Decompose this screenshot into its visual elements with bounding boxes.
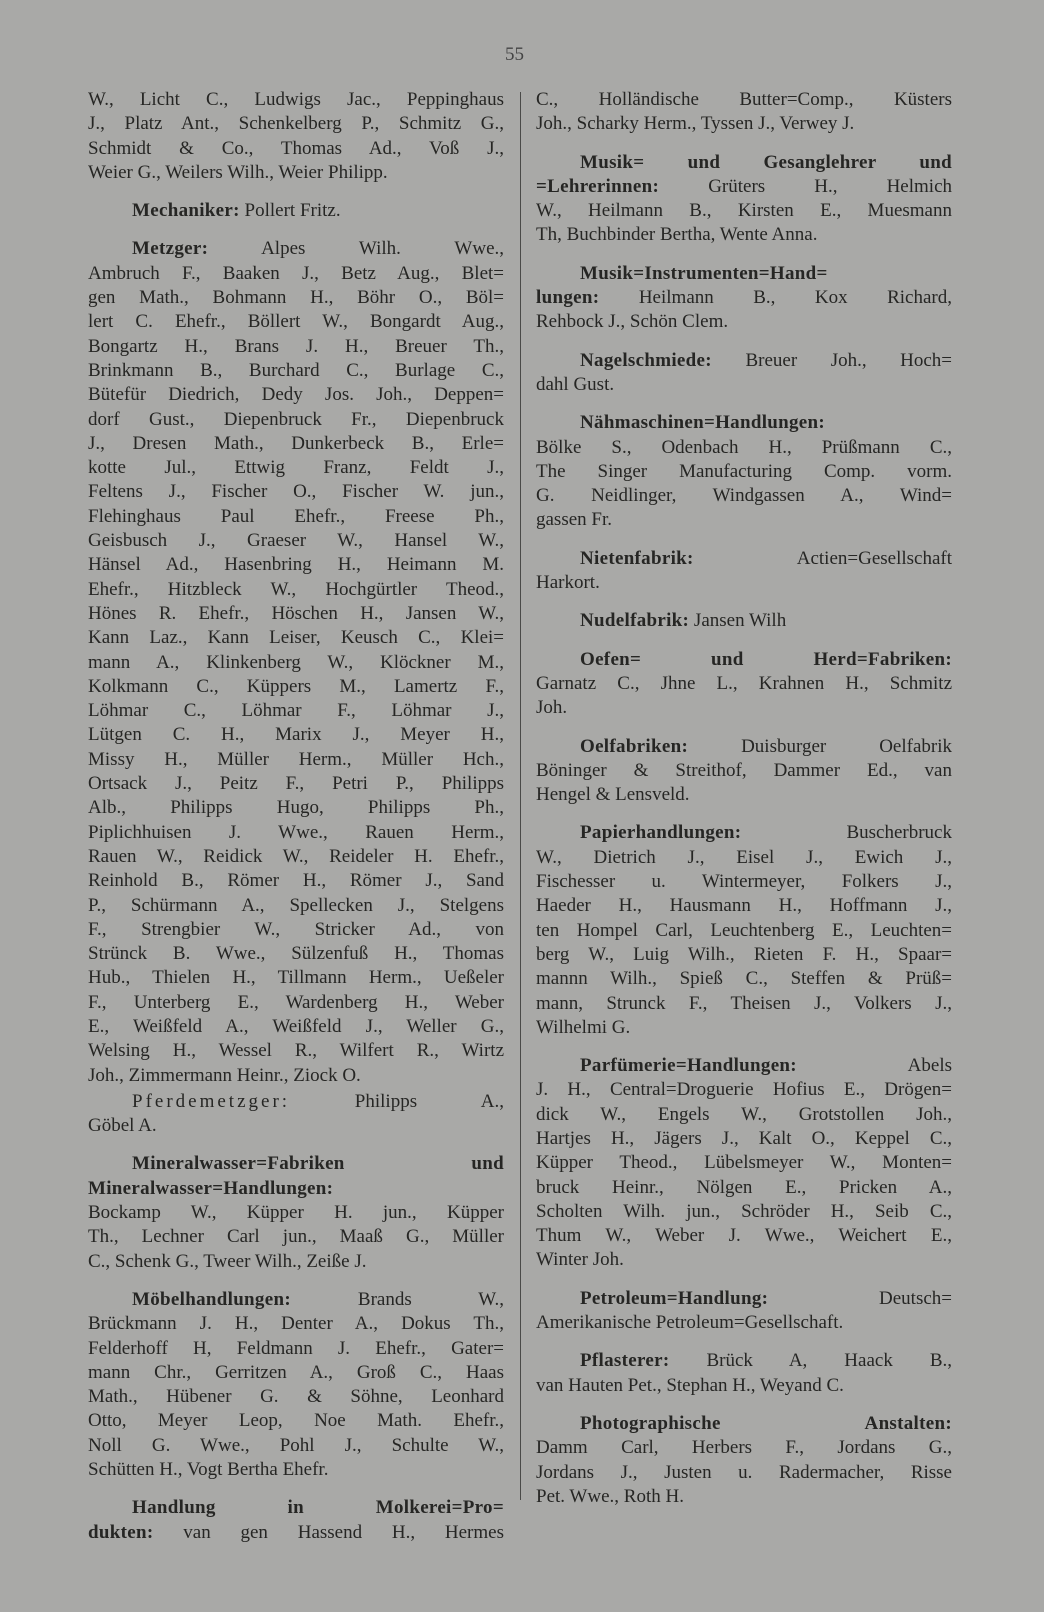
- text-line: [536, 310, 952, 334]
- section-entries: van Hauten Pet., Stephan H., Weyand C.: [536, 1374, 844, 1396]
- section-entries: van gen Hassend H., Hermes: [183, 1521, 504, 1543]
- directory-section: [88, 199, 504, 223]
- text-line: [536, 1103, 952, 1127]
- section-entries: Hartjes H., Jägers J., Kalt O., Keppel C.,: [536, 1127, 952, 1149]
- section-entries: Pet. Wwe., Roth H.: [536, 1485, 684, 1507]
- text-line: [536, 919, 952, 943]
- text-line: [536, 175, 952, 199]
- text-line: [88, 553, 504, 577]
- section-entries: bruck Heinr., Nölgen E., Pricken A.,: [536, 1176, 952, 1198]
- section-entries: Göbel A.: [88, 1115, 157, 1137]
- right-column: [536, 88, 952, 1509]
- text-line: [88, 651, 504, 675]
- text-line: [88, 1177, 504, 1201]
- text-line: [536, 967, 952, 991]
- section-entries: Bütefür Diedrich, Dedy Jos. Joh., Deppen=: [88, 384, 504, 406]
- directory-section: [536, 1054, 952, 1273]
- section-entries: Jordans J., Justen u. Radermacher, Risse: [536, 1461, 952, 1483]
- text-line: [536, 648, 952, 672]
- section-entries: Hönes R. Ehefr., Höschen H., Jansen W.,: [88, 602, 504, 624]
- section-entries: Reinhold B., Römer H., Römer J., Sand: [88, 870, 504, 892]
- text-line: [88, 112, 504, 136]
- section-entries: Grüters H., Helmich: [708, 175, 952, 197]
- text-line: [536, 1151, 952, 1175]
- text-line: [536, 1461, 952, 1485]
- text-line: [536, 783, 952, 807]
- section-entries: Ehefr., Hitzbleck W., Hochgürtler Theod.,: [88, 578, 504, 600]
- section-entries: Geisbusch J., Graeser W., Hansel W.,: [88, 530, 504, 552]
- text-line: [88, 1337, 504, 1361]
- directory-section: [536, 648, 952, 721]
- section-heading: Möbelhandlungen:: [132, 1288, 291, 1310]
- section-entries: Winter Joh.: [536, 1249, 624, 1271]
- section-entries: Heilmann B., Kox Richard,: [638, 287, 952, 309]
- text-line: [536, 894, 952, 918]
- text-line: [88, 1521, 504, 1545]
- section-entries: F., Strengbier W., Stricker Ad., von: [88, 918, 504, 940]
- directory-section: [536, 1412, 952, 1509]
- section-entries: Wilhelmi G.: [536, 1016, 631, 1038]
- section-entries: lert C. Ehefr., Böllert W., Bongardt Aug.,: [88, 311, 504, 333]
- text-line: [536, 759, 952, 783]
- text-line: [88, 966, 504, 990]
- section-entries: J. H., Central=Droguerie Hofius E., Drögen=: [536, 1079, 952, 1101]
- text-line: [88, 286, 504, 310]
- text-line: [536, 199, 952, 223]
- section-heading: Musik= und Gesanglehrer und: [580, 151, 952, 173]
- text-line: [536, 286, 952, 310]
- section-entries: Th, Buchbinder Bertha, Wente Anna.: [536, 224, 818, 246]
- text-line: [88, 942, 504, 966]
- text-line: [88, 161, 504, 185]
- left-column: [88, 88, 504, 1545]
- section-heading: Mineralwasser=Fabriken und: [132, 1153, 504, 1175]
- directory-section: [88, 1288, 504, 1482]
- text-line: [88, 1312, 504, 1336]
- section-entries: Missy H., Müller Herm., Müller Hch.,: [88, 748, 504, 770]
- section-heading: Photographische Anstalten:: [580, 1412, 952, 1434]
- section-heading: Mineralwasser=Handlungen:: [88, 1177, 334, 1199]
- column-divider: [520, 92, 521, 1500]
- section-heading: Oefen= und Herd=Fabriken:: [580, 648, 952, 670]
- section-entries: Schmidt & Co., Thomas Ad., Voß J.,: [88, 137, 504, 159]
- text-line: [88, 869, 504, 893]
- text-line: [536, 992, 952, 1016]
- section-entries: Flehinghaus Paul Ehefr., Freese Ph.,: [88, 505, 504, 527]
- section-entries: Rehbock J., Schön Clem.: [536, 311, 729, 333]
- text-line: [88, 383, 504, 407]
- text-line: [88, 772, 504, 796]
- section-heading: Parfümerie=Handlungen:: [580, 1055, 797, 1077]
- directory-section: [536, 151, 952, 248]
- text-line: [536, 373, 952, 397]
- section-entries: Haeder H., Hausmann H., Hoffmann J.,: [536, 895, 952, 917]
- section-entries: dahl Gust.: [536, 373, 615, 395]
- section-entries: mann, Strunck F., Theisen J., Volkers J.,: [536, 992, 952, 1014]
- text-line: [88, 699, 504, 723]
- text-line: [536, 1349, 952, 1373]
- directory-section: [88, 1496, 504, 1545]
- section-heading: dukten:: [88, 1521, 154, 1543]
- section-entries: Alpes Wilh. Wwe.,: [261, 238, 504, 260]
- text-line: [88, 1201, 504, 1225]
- section-entries: Damm Carl, Herbers F., Jordans G.,: [536, 1437, 952, 1459]
- text-line: [88, 359, 504, 383]
- section-entries: berg W., Luig Wilh., Rieten F. H., Spaar=: [536, 943, 952, 965]
- section-entries: Scholten Wilh. jun., Schröder H., Seib C.,: [536, 1200, 952, 1222]
- text-line: [536, 1287, 952, 1311]
- text-line: [88, 1361, 504, 1385]
- section-entries: Feltens J., Fischer O., Fischer W. jun.,: [88, 481, 504, 503]
- section-entries: Schütten H., Vogt Bertha Ehefr.: [88, 1459, 329, 1481]
- section-entries: Bockamp W., Küpper H. jun., Küpper: [88, 1202, 504, 1224]
- section-entries: Bongartz H., Brans J. H., Breuer Th.,: [88, 335, 504, 357]
- text-line: [88, 1090, 504, 1114]
- directory-section: [88, 237, 504, 1087]
- section-entries: Th., Lechner Carl jun., Maaß G., Müller: [88, 1226, 504, 1248]
- section-entries: Harkort.: [536, 572, 600, 594]
- section-entries: Deutsch=: [879, 1287, 952, 1309]
- section-entries: W., Licht C., Ludwigs Jac., Peppinghaus: [88, 89, 504, 110]
- directory-section: [536, 262, 952, 335]
- text-line: [536, 821, 952, 845]
- section-entries: Jansen Wilh: [693, 610, 787, 632]
- section-heading: Nähmaschinen=Handlungen:: [580, 412, 826, 434]
- section-entries: W., Dietrich J., Eisel J., Ewich J.,: [536, 846, 952, 868]
- text-line: [536, 1200, 952, 1224]
- text-line: [88, 1385, 504, 1409]
- text-line: [536, 609, 952, 633]
- section-entries: P., Schürmann A., Spellecken J., Stelgens: [88, 894, 504, 916]
- section-heading: Mechaniker:: [132, 200, 240, 222]
- text-line: [88, 675, 504, 699]
- text-line: [536, 151, 952, 175]
- section-entries: Duisburger Oelfabrik: [741, 735, 952, 757]
- directory-section: [536, 411, 952, 532]
- text-line: [88, 1409, 504, 1433]
- text-line: [536, 943, 952, 967]
- text-line: [536, 1224, 952, 1248]
- directory-section: [536, 1349, 952, 1398]
- text-line: [536, 1127, 952, 1151]
- text-line: [536, 411, 952, 435]
- section-entries: Böninger & Streithof, Dammer Ed., van: [536, 759, 952, 781]
- text-line: [88, 1114, 504, 1138]
- directory-section: [88, 1090, 504, 1139]
- section-entries: Noll G. Wwe., Pohl J., Schulte W.,: [88, 1434, 504, 1456]
- text-line: [88, 1250, 504, 1274]
- section-entries: Ambruch F., Baaken J., Betz Aug., Blet=: [88, 262, 504, 284]
- section-entries: dorf Gust., Diepenbruck Fr., Diepenbruck: [88, 408, 504, 430]
- section-entries: Otto, Meyer Leop, Noe Math. Ehefr.,: [88, 1410, 504, 1432]
- section-entries: Amerikanische Petroleum=Gesellschaft.: [536, 1312, 844, 1334]
- text-line: [536, 696, 952, 720]
- text-line: [88, 1434, 504, 1458]
- section-entries: Actien=Gesellschaft: [796, 547, 952, 569]
- text-line: [88, 1064, 504, 1088]
- text-line: [88, 1152, 504, 1176]
- section-entries: Pollert Fritz.: [244, 200, 341, 222]
- section-entries: mann Chr., Gerritzen A., Groß C., Haas: [88, 1361, 504, 1383]
- text-line: [536, 223, 952, 247]
- section-entries: J., Dresen Math., Dunkerbeck B., Erle=: [88, 432, 504, 454]
- text-line: [536, 349, 952, 373]
- section-entries: gen Math., Bohmann H., Böhr O., Böl=: [88, 287, 504, 309]
- text-line: [536, 1485, 952, 1509]
- section-entries: Brückmann J. H., Denter A., Dokus Th.,: [88, 1313, 504, 1335]
- section-entries: Buscherbruck: [846, 822, 952, 844]
- section-entries: Brands W.,: [357, 1288, 504, 1310]
- text-line: [536, 1412, 952, 1436]
- section-entries: Piplichhuisen J. Wwe., Rauen Herm.,: [88, 821, 504, 843]
- section-entries: Alb., Philipps Hugo, Philipps Ph.,: [88, 797, 504, 819]
- section-entries: Lütgen C. H., Marix J., Meyer H.,: [88, 724, 504, 746]
- section-heading: Pferdemetzger:: [132, 1090, 291, 1112]
- text-line: [88, 237, 504, 261]
- section-entries: C., Holländische Butter=Comp., Küsters: [536, 89, 952, 110]
- section-entries: Felderhoff H, Feldmann J. Ehefr., Gater=: [88, 1337, 504, 1359]
- section-entries: Rauen W., Reidick W., Reideler H. Ehefr.,: [88, 845, 504, 867]
- text-line: [536, 484, 952, 508]
- section-entries: Math., Hübener G. & Söhne, Leonhard: [88, 1386, 504, 1408]
- text-line: [88, 1015, 504, 1039]
- section-entries: Joh., Scharky Herm., Tyssen J., Verwey J.: [536, 113, 855, 135]
- section-entries: Joh.: [536, 697, 568, 719]
- text-line: [536, 112, 952, 136]
- directory-section: [536, 821, 952, 1040]
- text-line: [88, 335, 504, 359]
- directory-section: [536, 88, 952, 137]
- directory-section: [536, 1287, 952, 1336]
- text-line: [88, 1039, 504, 1063]
- section-entries: Strünck B. Wwe., Sülzenfuß H., Thomas: [88, 943, 504, 965]
- text-line: [536, 508, 952, 532]
- section-heading: =Lehrerinnen:: [536, 175, 660, 197]
- text-line: [536, 1176, 952, 1200]
- text-line: [536, 1054, 952, 1078]
- text-line: [536, 1078, 952, 1102]
- section-heading: Pflasterer:: [580, 1350, 670, 1372]
- text-line: [88, 88, 504, 112]
- directory-section: [88, 1152, 504, 1273]
- directory-section: [536, 609, 952, 633]
- section-entries: Küpper Theod., Lübelsmeyer W., Monten=: [536, 1152, 952, 1174]
- section-entries: Kolkmann C., Küppers M., Lamertz F.,: [88, 675, 504, 697]
- text-line: [88, 918, 504, 942]
- section-entries: gassen Fr.: [536, 509, 612, 531]
- text-line: [88, 748, 504, 772]
- section-entries: Fischesser u. Wintermeyer, Folkers J.,: [536, 871, 952, 893]
- section-entries: Bölke S., Odenbach H., Prüßmann C.,: [536, 436, 952, 458]
- section-entries: Hengel & Lensveld.: [536, 784, 690, 806]
- text-line: [88, 262, 504, 286]
- section-entries: mannn Wilh., Spieß C., Steffen & Prüß=: [536, 968, 952, 990]
- section-entries: Hub., Thielen H., Tillmann Herm., Ueßeler: [88, 967, 504, 989]
- section-entries: Hänsel Ad., Hasenbring H., Heimann M.: [88, 554, 504, 576]
- text-line: [536, 870, 952, 894]
- directory-section: [536, 735, 952, 808]
- section-entries: Abels: [907, 1055, 952, 1077]
- section-entries: Kann Laz., Kann Leiser, Keusch C., Klei=: [88, 627, 504, 649]
- directory-section: [536, 349, 952, 398]
- section-heading: Nagelschmiede:: [580, 349, 712, 371]
- text-line: [536, 1016, 952, 1040]
- section-entries: mann A., Klinkenberg W., Klöckner M.,: [88, 651, 504, 673]
- text-line: [88, 480, 504, 504]
- section-heading: Petroleum=Handlung:: [580, 1287, 769, 1309]
- text-line: [88, 894, 504, 918]
- text-line: [88, 432, 504, 456]
- section-entries: Löhmar C., Löhmar F., Löhmar J.,: [88, 700, 504, 722]
- text-line: [88, 991, 504, 1015]
- section-entries: The Singer Manufacturing Comp. vorm.: [536, 460, 952, 482]
- text-line: [88, 408, 504, 432]
- directory-section: [536, 547, 952, 596]
- text-line: [536, 1374, 952, 1398]
- text-line: [88, 1225, 504, 1249]
- section-entries: Brück A, Haack B.,: [706, 1350, 952, 1372]
- section-entries: Philipps A.,: [354, 1090, 504, 1112]
- text-line: [88, 1458, 504, 1482]
- section-heading: Oelfabriken:: [580, 735, 689, 757]
- text-line: [536, 672, 952, 696]
- section-entries: J., Platz Ant., Schenkelberg P., Schmitz G.,: [88, 113, 504, 135]
- section-entries: W., Heilmann B., Kirsten E., Muesmann: [536, 200, 952, 222]
- text-line: [536, 1311, 952, 1335]
- text-line: [88, 137, 504, 161]
- text-line: [88, 1288, 504, 1312]
- section-heading: Papierhandlungen:: [580, 822, 742, 844]
- section-heading: Handlung in Molkerei=Pro=: [132, 1497, 504, 1519]
- section-entries: E., Weißfeld A., Weißfeld J., Weller G.,: [88, 1015, 504, 1037]
- text-line: [88, 456, 504, 480]
- text-line: [536, 460, 952, 484]
- text-line: [88, 578, 504, 602]
- text-line: [536, 547, 952, 571]
- text-line: [88, 796, 504, 820]
- section-entries: Brinkmann B., Burchard C., Burlage C.,: [88, 359, 504, 381]
- section-heading: lungen:: [536, 287, 600, 309]
- section-entries: Joh., Zimmermann Heinr., Ziock O.: [88, 1064, 361, 1086]
- section-entries: Garnatz C., Jhne L., Krahnen H., Schmitz: [536, 672, 952, 694]
- text-line: [536, 436, 952, 460]
- text-line: [88, 845, 504, 869]
- text-line: [536, 846, 952, 870]
- section-entries: dick W., Engels W., Grotstollen Joh.,: [536, 1103, 952, 1125]
- section-entries: Thum W., Weber J. Wwe., Weichert E.,: [536, 1225, 952, 1247]
- section-entries: ten Hompel Carl, Leuchtenberg E., Leuchten=: [536, 919, 952, 941]
- text-line: [536, 1248, 952, 1272]
- text-line: [88, 821, 504, 845]
- text-line: [536, 262, 952, 286]
- text-line: [88, 1496, 504, 1520]
- section-entries: F., Unterberg E., Wardenberg H., Weber: [88, 991, 504, 1013]
- section-entries: Welsing H., Wessel R., Wilfert R., Wirtz: [88, 1040, 504, 1062]
- section-heading: Metzger:: [132, 238, 209, 260]
- text-line: [536, 88, 952, 112]
- text-line: [536, 1436, 952, 1460]
- text-line: [88, 602, 504, 626]
- text-line: [88, 626, 504, 650]
- text-line: [88, 199, 504, 223]
- text-line: [88, 310, 504, 334]
- section-heading: Nudelfabrik:: [580, 610, 690, 632]
- section-entries: C., Schenk G., Tweer Wilh., Zeiße J.: [88, 1250, 367, 1272]
- section-heading: Musik=Instrumenten=Hand=: [580, 262, 828, 284]
- section-entries: G. Neidlinger, Windgassen A., Wind=: [536, 485, 952, 507]
- text-line: [88, 723, 504, 747]
- text-line: [88, 505, 504, 529]
- section-heading: Nietenfabrik:: [580, 547, 694, 569]
- section-entries: Weier G., Weilers Wilh., Weier Philipp.: [88, 161, 388, 183]
- section-entries: Breuer Joh., Hoch=: [745, 349, 952, 371]
- section-entries: kotte Jul., Ettwig Franz, Feldt J.,: [88, 457, 504, 479]
- page-number: 55: [505, 44, 524, 65]
- directory-section: [88, 88, 504, 185]
- text-line: [88, 529, 504, 553]
- text-line: [536, 571, 952, 595]
- section-entries: Ortsack J., Peitz F., Petri P., Philipps: [88, 773, 504, 795]
- text-line: [536, 735, 952, 759]
